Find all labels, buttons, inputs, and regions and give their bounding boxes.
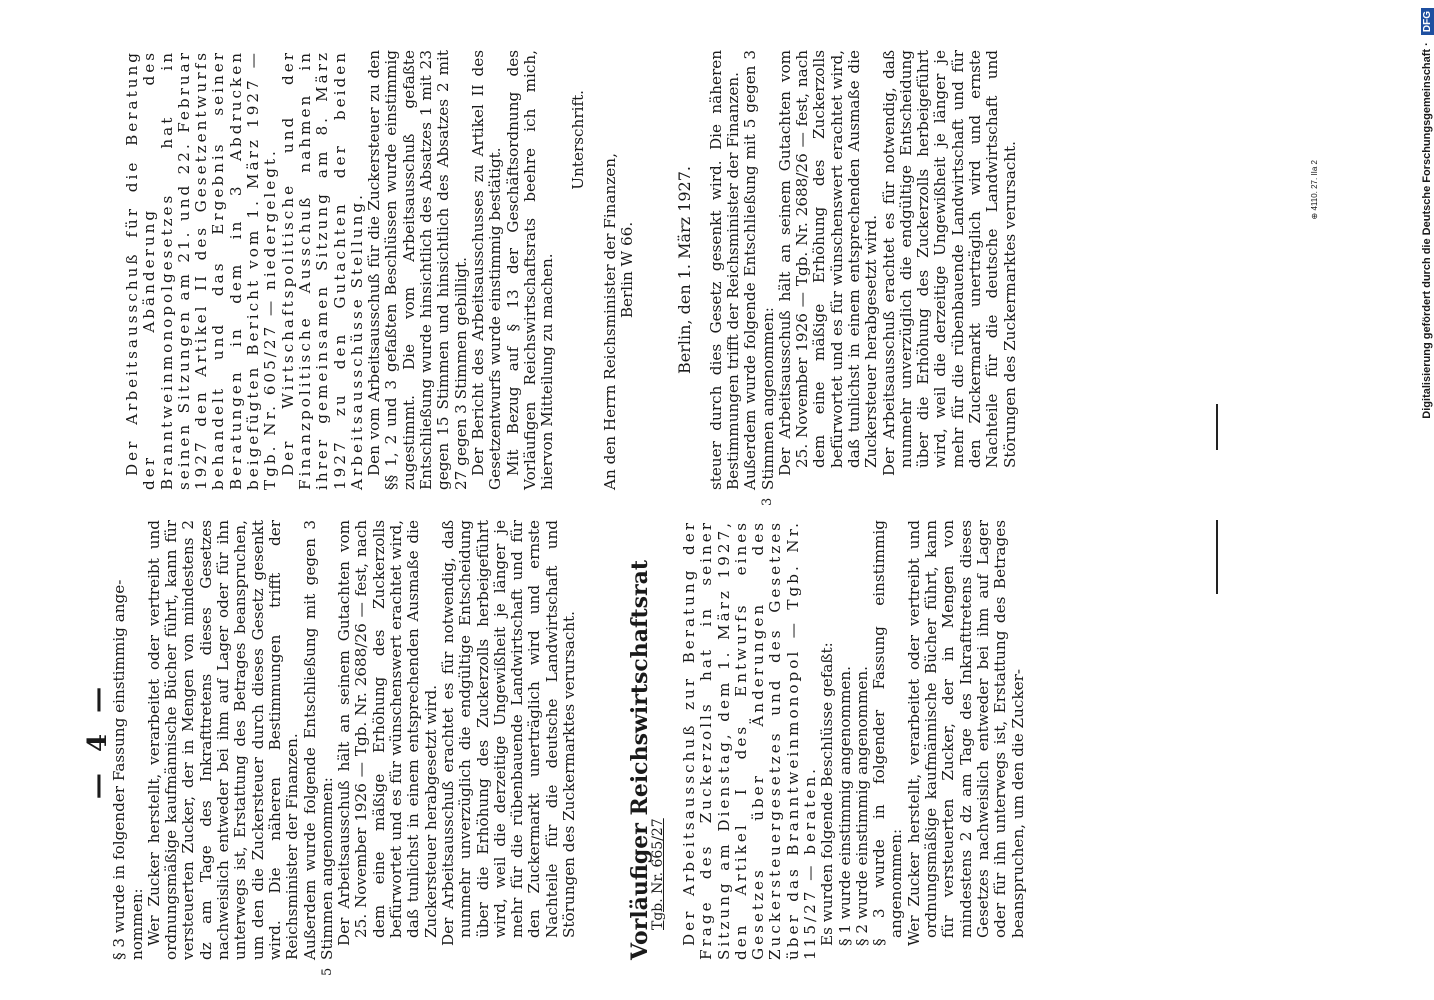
list-item: § 3 wurde in folgender Fassung einstimmig angenommen:: [870, 520, 906, 946]
paragraph: steuer durch dies Gesetz gesenkt wird. Die näheren Bestimmungen trifft der Reichsminister der Finanzen.: [706, 50, 742, 490]
left-page: [83, 520, 1380, 976]
dateline: Berlin, den 1. März 1927.: [675, 166, 695, 374]
paragraph-text: Außerdem wurde folgende Entschließung mit gegen 3 Stimmen angenommen:: [300, 520, 336, 960]
paragraph: Der Wirtschaftspolitische und der Finanzpolitische Ausschuß nahmen in ihrer gemeinsamen Sitzung am 8. März 1927 zu den Gutachten der beiden Arbeitsausschüsse Stellung.: [278, 50, 366, 490]
list-item: § 2 wurde einstimmig angenommen.: [852, 666, 871, 946]
section-heading: Vorläufiger Reichswirtschaftsrat: [627, 559, 654, 960]
paragraph: [741, 50, 777, 506]
reference-number: Tgb. Nr. 665/27: [649, 818, 666, 930]
separator-rule: [1216, 520, 1218, 594]
paragraph: Wer Zucker herstellt, verarbeitet oder vertreibt und ordnungsmäßige kaufmännische Bücher führt, kann für versteuerten Zucker, der in Mengen von mindestens 2 dz am Tage des Inkrafttretens dieses Gesetzes nachweislich entweder bei ihm auf Lager oder für ihn unterwegs ist, Erstattung des Betrages beanspruchen, um den die Zucker-: [904, 520, 1027, 946]
addressee: An den Herrn Reichsminister der Finanzen,: [600, 153, 619, 490]
right-page: [90, 50, 1380, 506]
paragraph-text: Außerdem wurde folgende Entschließung mit 5 gegen 3 Stimmen angenommen:: [741, 50, 777, 490]
paragraph: Der Arbeitsausschuß hält an seinem Gutachten vom 25. November 1926 — Tgb. Nr. 2688/26 — fest, nach dem eine mäßige Erhöhung des Zuckerzolls befürwortet und es für wünschenswert erachtet wird, daß tunlichst in einem entsprechenden Ausmaße die Zuckersteuer herabgesetzt wird.: [775, 50, 881, 476]
paragraph: Der Bericht des Arbeitsausschusses zu Artikel II des Gesetzentwurfs wurde einstimmig bestätigt.: [468, 50, 505, 490]
paragraph: Der Arbeitsausschuß erachtet es für notwendig, daß nunmehr unverzüglich die endgültige Entscheidung über die Erhöhung des Zuckerzolls herbeigeführt wird, weil die derzeitige Ungewißheit je länger je mehr für die rübenbauende Landwirtschaft und für den Zuckermarkt unerträglich wird und ernste Nachteile für die deutsche Landwirtschaft und Störungen des Zuckermarktes verursacht.: [879, 50, 1019, 476]
paragraph: [300, 520, 337, 976]
separator-rule: [1216, 404, 1218, 450]
paragraph: Wer Zucker herstellt, verarbeitet oder vertreibt und ordnungsmäßige kaufmännische Bücher führt, kann für versteuerten Zucker, der in Mengen von mindestens 2 dz am Tage des Inkrafttretens dieses Gesetzes nachweislich entweder bei ihm auf Lager oder für ihn unterwegs ist, Erstattung des Betrages beanspruchen, um den die Zuckersteuer durch dieses Gesetz gesenkt wird. Die näheren Bestimmungen trifft der Reichsminister der Finanzen.: [144, 520, 302, 960]
archive-stamp: ⊕ 4110. 27. IIa 2: [1310, 160, 1319, 220]
paragraph: Der Arbeitsausschuß hält an seinem Gutachten vom 25. November 1926 — Tgb. Nr. 2688/26 — fest, nach dem eine mäßige Erhöhung des Zuckerzolls befürwortet und es für wünschenswert erachtet wird, daß tunlichst in einem entsprechenden Ausmaße die Zuckersteuer herabgesetzt wird.: [335, 520, 440, 946]
scanned-sheet: [83, 40, 1380, 976]
signature: Unterschrift.: [569, 90, 588, 190]
paragraph: nommen:: [127, 888, 146, 960]
paragraph: Den vom Arbeitsausschuß für die Zuckersteuer zu den §§ 1, 2 und 3 gefaßten Beschlüssen wurde einstimmig zugestimmt. Die vom Arbeitsausschuß gefaßte Entschließung wurde hinsichtlich des Absatzes 1 mit 23 gegen 15 Stimmen und hinsichtlich des Absatzes 2 mit 27 gegen 3 Stimmen gebilligt.: [365, 50, 470, 490]
margin-line-number: 3: [760, 497, 776, 506]
paragraph: Der Arbeitsausschuß zur Beratung der Frage des Zuckerzolls hat in seiner Sitzung am Dienstag, dem 1. März 1927, den Artikel I des Entwurfs eines Gesetzes über Änderungen des Zuckersteuergesetzes und des Gesetzes über das Branntweinmonopol — Tgb. Nr. 115/27 — beraten.: [679, 520, 819, 960]
paragraph: Der Arbeitsausschuß erachtet es für notwendig, daß nunmehr unverzüglich die endgültige Entscheidung über die Erhöhung des Zuckerzolls herbeigeführt wird, weil die derzeitige Ungewißheit je länger je mehr für die rübenbauende Landwirtschaft und für den Zuckermarkt unerträglich wird und ernste Nachteile für die deutsche Landwirtschaft und Störungen des Zuckermarktes verursacht.: [438, 520, 579, 946]
page-number: — 4 —: [83, 680, 113, 800]
margin-line-number: 5: [319, 967, 335, 976]
digitization-credit: [1418, 8, 1434, 992]
paragraph: § 3 wurde in folgender Fassung einstimmig ange-: [110, 579, 129, 960]
dfg-logo: DFG: [1421, 8, 1434, 35]
paragraph: Der Arbeitsausschuß für die Beratung der Abänderung des Branntweinmonopolgesetzes hat in seinen Sitzungen am 21. und 22. Februar 1927 den Artikel II des Gesetzentwurfs behandelt und das Ergebnis seiner Beratungen in dem in 3 Abdrucken beigefügten Bericht vom 1. März 1927 — Tgb. Nr. 605/27 — niedergelegt.: [123, 50, 280, 490]
list-item: § 1 wurde einstimmig angenommen.: [835, 666, 854, 946]
paragraph: Es wurden folgende Beschlüsse gefaßt:: [818, 642, 837, 946]
addressee-city: Berlin W 66.: [618, 221, 637, 319]
credit-text: Digitalisierung gefördert durch die Deutsche Forschungsgemeinschaft ·: [1421, 42, 1433, 419]
paragraph: Mit Bezug auf § 13 der Geschäftsordnung des Vorläufigen Reichswirtschaftsrats beehre ich mich, hiervon Mitteilung zu machen.: [503, 50, 557, 490]
